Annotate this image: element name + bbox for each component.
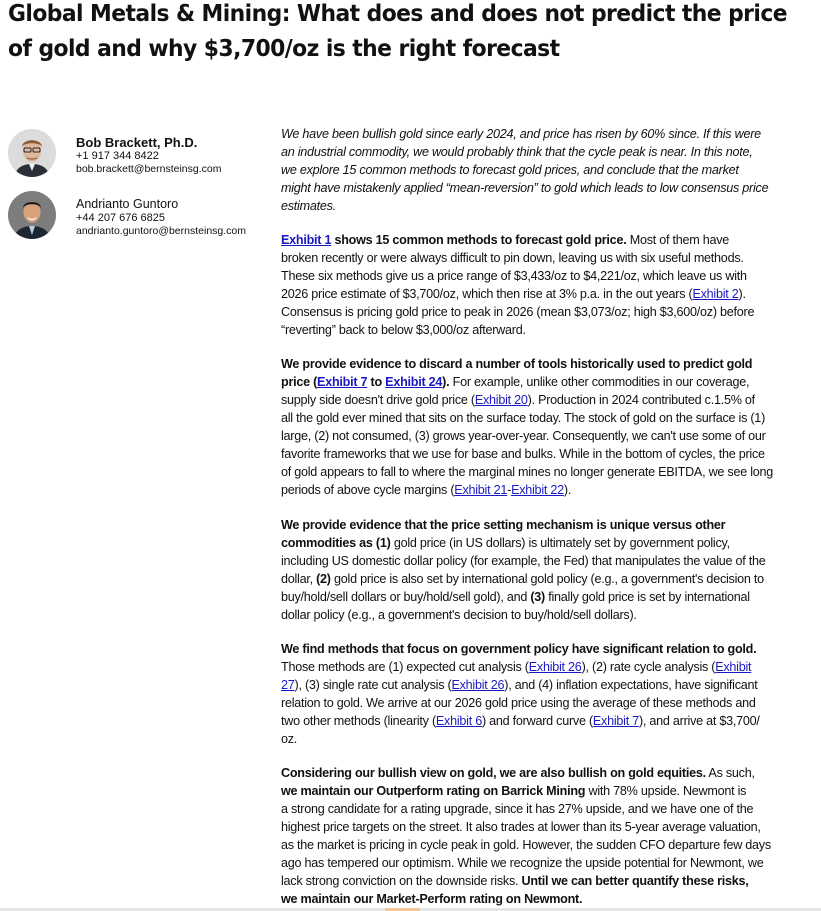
exhibit-2-link[interactable]: Exhibit 2 <box>692 287 739 301</box>
exhibit-27-link[interactable]: Exhibit <box>715 660 752 674</box>
text: gold price (in US dollars) is ultimately set by government policy, <box>390 536 730 550</box>
title-line-2: of gold and why $3,700/oz is the right forecast <box>8 34 560 62</box>
bold-lead: we maintain our Outperform rating on Barrick Mining <box>281 784 586 798</box>
analyst-email[interactable]: bob.brackett@bernsteinsg.com <box>76 163 222 175</box>
discard-tools-paragraph <box>281 355 811 499</box>
text: 2026 price estimate of $3,700/oz, which then rise at 3% p.a. in the out years ( <box>281 287 693 301</box>
analyst-name: Andrianto Guntoro <box>76 197 179 211</box>
text: ago has tempered our optimism. While we recognize the upside potential for Newmont, we <box>281 856 764 870</box>
text: These six methods give us a price range of $3,433/oz to $4,221/oz, which leave us with <box>281 269 747 283</box>
summary-line: an industrial commodity, we would probably think that the cycle peak is near. In this note, <box>281 145 753 159</box>
text: including US domestic dollar policy (for example, the Fed) that manipulates the value of the <box>281 554 766 568</box>
exhibit1-paragraph <box>281 231 811 339</box>
text: highest price targets on the street. It also trades at lower than its 5-year average valuation, <box>281 820 761 834</box>
analyst-phone: +1 917 344 8422 <box>76 150 159 162</box>
text: As such, <box>705 766 755 780</box>
government-policy-paragraph <box>281 640 811 748</box>
text: (2) <box>316 572 331 586</box>
price-mechanism-paragraph <box>281 516 811 624</box>
text: two other methods (linearity ( <box>281 714 436 728</box>
report-title <box>8 0 787 66</box>
text: as the market is pricing in cycle peak in gold. However, the sudden CFO departure few days <box>281 838 771 852</box>
bold-lead: We provide evidence to discard a number of tools historically used to predict gold <box>281 357 753 371</box>
text: Most of them have <box>626 233 730 247</box>
bold-lead: shows 15 common methods to forecast gold price. <box>331 233 627 247</box>
summary-line: We have been bullish gold since early 2024, and price has risen by 60% since. If this were <box>281 127 761 141</box>
text: all the gold ever mined that sits on the surface today. The stock of gold on the surface is (1) <box>281 411 766 425</box>
text: ), and arrive at $3,700/ <box>638 714 760 728</box>
summary-line: estimates. <box>281 199 336 213</box>
analyst-email[interactable]: andrianto.guntoro@bernsteinsg.com <box>76 225 247 237</box>
bold-lead: we maintain our Market-Perform rating on Newmont. <box>281 892 583 906</box>
summary-line: we explore 15 common methods to forecast gold prices, and conclude that the market <box>281 163 739 177</box>
summary-line: might have mistakenly applied “mean-reversion” to gold which leads to low consensus price <box>281 181 769 195</box>
text: a strong candidate for a rating upgrade, since it has 27% upside, and we have one of the <box>281 802 754 816</box>
text: finally gold price is set by international <box>544 590 750 604</box>
analyst-photo-avatar <box>8 129 56 177</box>
exhibit-26-link[interactable]: Exhibit 26 <box>451 678 505 692</box>
text: ). <box>442 375 450 389</box>
text: periods of above cycle margins ( <box>281 483 455 497</box>
text: relation to gold. We arrive at our 2026 gold price using the average of these methods and <box>281 696 756 710</box>
exhibit-20-link[interactable]: Exhibit 20 <box>474 393 528 407</box>
text: For example, unlike other commodities in our coverage, <box>449 375 750 389</box>
text: ), and (4) inflation expectations, have significant <box>504 678 758 692</box>
exhibit-24-link[interactable]: Exhibit 24 <box>385 375 443 389</box>
text: Consensus is pricing gold price to peak in 2026 (mean $3,073/oz; high $3,600/oz) before <box>281 305 755 319</box>
text: of gold appears to fall to where the marginal mines no longer generate EBITDA, we see long <box>281 465 774 479</box>
text: gold price is also set by international gold policy (e.g., a government's decision to <box>330 572 764 586</box>
text: (3) <box>530 590 545 604</box>
text: ). <box>738 287 746 301</box>
text: lack strong conviction on the downside risks. <box>281 874 522 888</box>
bold-lead: We find methods that focus on government policy have significant relation to gold. <box>281 642 757 656</box>
exhibit-22-link[interactable]: Exhibit 22 <box>511 483 564 497</box>
analyst-name: Bob Brackett, Ph.D. <box>76 135 198 150</box>
exhibit-7-link[interactable]: Exhibit 7 <box>317 375 368 389</box>
text: broken recently or were always difficult to pin down, leaving us with six useful methods. <box>281 251 744 265</box>
text: ) and forward curve ( <box>481 714 593 728</box>
text: Until we can better quantify these risks, <box>521 874 749 888</box>
text: to <box>367 375 386 389</box>
text: large, (2) not consumed, (3) grows year-over-year. Consequently, we can't use some of our <box>281 429 766 443</box>
text: favorite frameworks that we use for base and bulks. While in the bottom of cycles, the price <box>281 447 765 461</box>
summary-paragraph <box>281 125 811 215</box>
text: Those methods are (1) expected cut analysis ( <box>281 660 529 674</box>
bold-lead: We provide evidence that the price setting mechanism is unique versus other <box>281 518 726 532</box>
bold-lead: Considering our bullish view on gold, we are also bullish on gold equities. <box>281 766 706 780</box>
exhibit-7-link[interactable]: Exhibit 7 <box>592 714 639 728</box>
text: ), (2) rate cycle analysis ( <box>581 660 716 674</box>
text: oz. <box>281 732 298 746</box>
text: ). <box>563 483 572 497</box>
exhibit-6-link[interactable]: Exhibit 6 <box>435 714 482 728</box>
exhibit-1-link[interactable]: Exhibit 1 <box>281 233 332 247</box>
text: dollar policy (e.g., a government's decision to buy/hold/sell dollars). <box>281 608 637 622</box>
text: buy/hold/sell dollars or buy/hold/sell gold), and <box>281 590 531 604</box>
equities-rating-paragraph <box>281 764 811 908</box>
text: dollar, <box>281 572 317 586</box>
title-line-1: Global Metals & Mining: What does and does not predict the price <box>8 0 787 27</box>
text: with 78% upside. Newmont is <box>585 784 747 798</box>
text: “reverting” back to below $3,000/oz afterward. <box>281 323 526 337</box>
analyst-phone: +44 207 676 6825 <box>76 212 166 224</box>
exhibit-21-link[interactable]: Exhibit 21 <box>454 483 508 497</box>
exhibit-27-link[interactable]: 27 <box>281 678 295 692</box>
text: ), (3) single rate cut analysis ( <box>294 678 452 692</box>
text: price ( <box>281 375 318 389</box>
exhibit-26-link[interactable]: Exhibit 26 <box>528 660 582 674</box>
bold-lead: commodities as (1) <box>281 536 391 550</box>
analyst-photo-avatar <box>8 191 56 239</box>
text: ). Production in 2024 contributed c.1.5% of <box>527 393 755 407</box>
text: - <box>507 483 512 497</box>
text: supply side doesn't drive gold price ( <box>281 393 475 407</box>
